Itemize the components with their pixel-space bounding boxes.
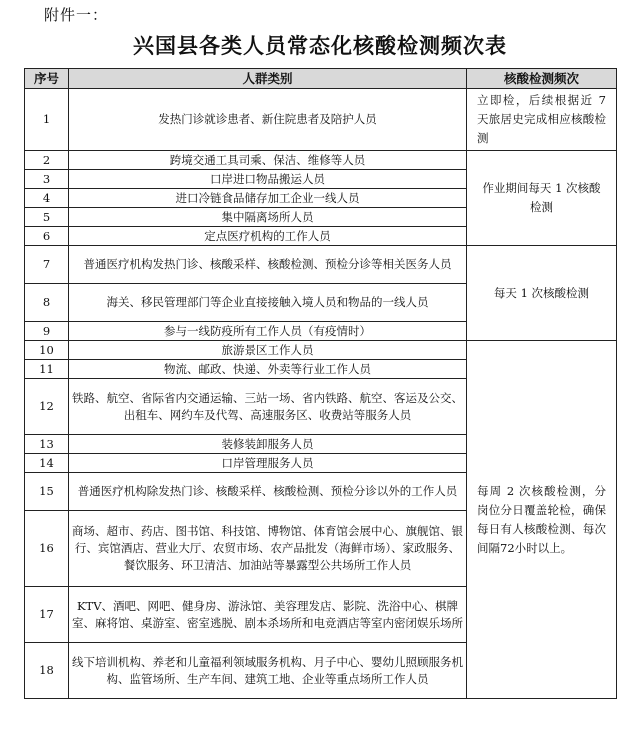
frequency-cell: 作业期间每天 1 次核酸检测 (467, 151, 617, 246)
header-no: 序号 (25, 69, 69, 89)
row-number: 14 (25, 454, 69, 473)
row-number: 18 (25, 643, 69, 699)
row-number: 13 (25, 435, 69, 454)
group-cell: 发热门诊就诊患者、新住院患者及陪护人员 (69, 89, 467, 151)
row-number: 9 (25, 322, 69, 341)
testing-frequency-table (24, 68, 617, 699)
row-number: 16 (25, 511, 69, 587)
group-cell: 口岸管理服务人员 (69, 454, 467, 473)
group-cell: 旅游景区工作人员 (69, 341, 467, 360)
group-cell: 普通医疗机构发热门诊、核酸采样、核酸检测、预检分诊等相关医务人员 (69, 246, 467, 284)
table-row (25, 341, 617, 360)
table-row (25, 246, 617, 284)
table-row (25, 89, 617, 151)
group-cell: 定点医疗机构的工作人员 (69, 227, 467, 246)
frequency-cell: 每天 1 次核酸检测 (467, 246, 617, 341)
row-number: 10 (25, 341, 69, 360)
page-title: 兴国县各类人员常态化核酸检测频次表 (133, 34, 507, 58)
group-cell: 物流、邮政、快递、外卖等行业工作人员 (69, 360, 467, 379)
row-number: 2 (25, 151, 69, 170)
row-number: 17 (25, 587, 69, 643)
group-cell: 普通医疗机构除发热门诊、核酸采样、核酸检测、预检分诊以外的工作人员 (69, 473, 467, 511)
row-number: 6 (25, 227, 69, 246)
row-number: 5 (25, 208, 69, 227)
group-cell: 参与一线防疫所有工作人员（有疫情时） (69, 322, 467, 341)
row-number: 4 (25, 189, 69, 208)
frequency-cell: 每周 2 次核酸检测，分岗位分日覆盖轮检，确保每日有人核酸检测、每次间隔72小时以上。 (467, 341, 617, 699)
row-number: 11 (25, 360, 69, 379)
group-cell: 线下培训机构、养老和儿童福利领域服务机构、月子中心、婴幼儿照顾服务机构、监管场所、生产车间、建筑工地、企业等重点场所工作人员 (69, 643, 467, 699)
annex-label: 附件一： (44, 6, 109, 24)
row-number: 7 (25, 246, 69, 284)
row-number: 12 (25, 379, 69, 435)
row-number: 3 (25, 170, 69, 189)
header-frequency: 核酸检测频次 (467, 69, 617, 89)
table-header-row (25, 69, 617, 89)
header-group: 人群类别 (69, 69, 467, 89)
group-cell: 装修装卸服务人员 (69, 435, 467, 454)
group-cell: 集中隔离场所人员 (69, 208, 467, 227)
group-cell: KTV、酒吧、网吧、健身房、游泳馆、美容理发店、影院、洗浴中心、棋牌室、麻将馆、桌游室、密室逃脱、剧本杀场所和电竞酒店等室内密闭娱乐场所 (69, 587, 467, 643)
group-cell: 进口冷链食品储存加工企业一线人员 (69, 189, 467, 208)
frequency-cell: 立即检，后续根据近 7 天旅居史完成相应核酸检测 (467, 89, 617, 151)
group-cell: 铁路、航空、省际省内交通运输、三站一场、省内铁路、航空、客运及公交、出租车、网约车及代驾、高速服务区、收费站等服务人员 (69, 379, 467, 435)
group-cell: 商场、超市、药店、图书馆、科技馆、博物馆、体育馆会展中心、旗舰馆、银行、宾馆酒店、营业大厅、农贸市场、农产品批发（海鲜市场）、家政服务、餐饮服务、环卫清洁、加油站等暴露型公共场所工作人员 (69, 511, 467, 587)
table-row (25, 151, 617, 170)
row-number: 15 (25, 473, 69, 511)
row-number: 1 (25, 89, 69, 151)
group-cell: 口岸进口物品搬运人员 (69, 170, 467, 189)
row-number: 8 (25, 284, 69, 322)
group-cell: 跨境交通工具司乘、保洁、维修等人员 (69, 151, 467, 170)
group-cell: 海关、移民管理部门等企业直接接触入境人员和物品的一线人员 (69, 284, 467, 322)
